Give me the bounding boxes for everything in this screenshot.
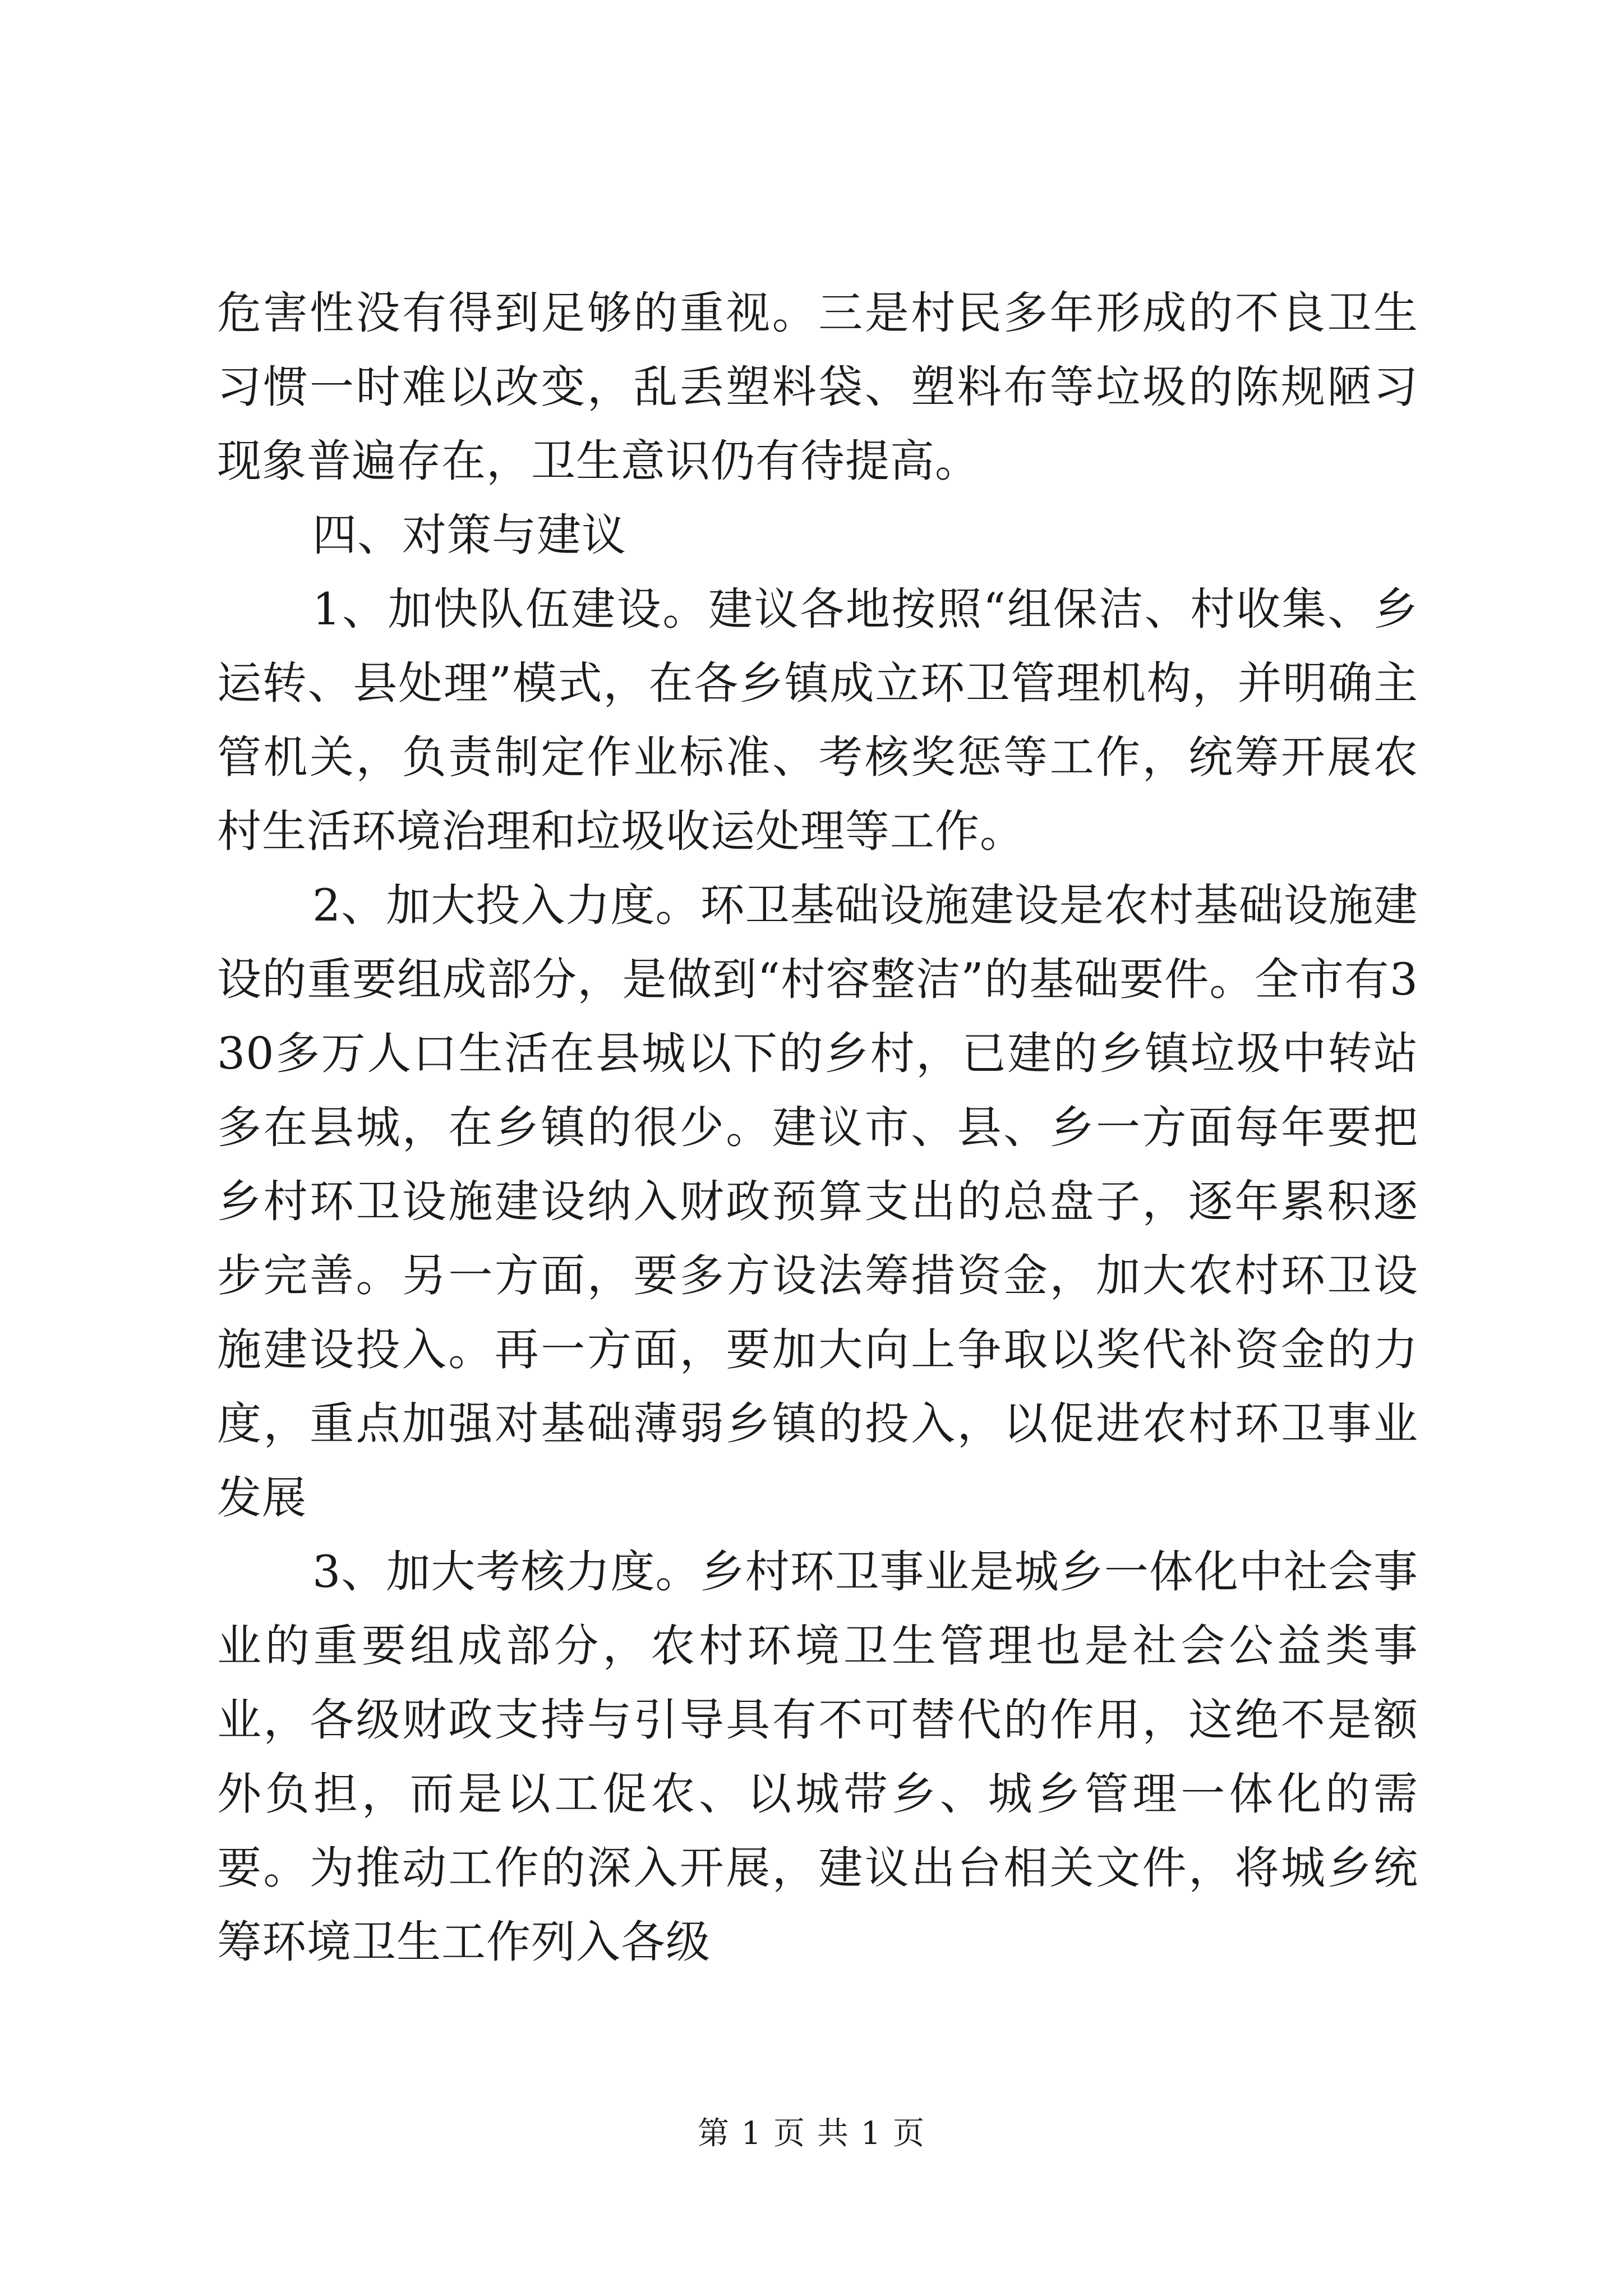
- paragraph-item-1: 1、加快队伍建设。建议各地按照“组保洁、村收集、乡运转、县处理”模式，在各乡镇成立环卫管理机构，并明确主管机关，负责制定作业标准、考核奖惩等工作，统筹开展农村生活环境治理和垃圾收运处理等工作。: [217, 583, 1418, 857]
- page-footer: [0, 2114, 1623, 2154]
- page-number-label: 第 1 页 共 1 页: [697, 2115, 926, 2152]
- paragraph-1: 危害性没有得到足够的重视。三是村民多年形成的不良卫生习惯一时难以改变，乱丢塑料袋、塑料布等垃圾的陈规陋习现象普遍存在，卫生意识仍有待提高。: [217, 287, 1418, 487]
- paragraph-item-2: 2、加大投入力度。环卫基础设施建设是农村基础设施建设的重要组成部分，是做到“村容整洁”的基础要件。全市有330多万人口生活在县城以下的乡村，已建的乡镇垃圾中转站多在县城，在乡镇的很少。建议市、县、乡一方面每年要把乡村环卫设施建设纳入财政预算支出的总盘子，逐年累积逐步完善。另一方面，要多方设法筹措资金，加大农村环卫设施建设投入。再一方面，要加大向上争取以奖代补资金的力度，重点加强对基础薄弱乡镇的投入，以促进农村环卫事业发展: [217, 880, 1418, 1524]
- document-body: [217, 276, 1418, 1979]
- paragraph-item-3: 3、加大考核力度。乡村环卫事业是城乡一体化中社会事业的重要组成部分，农村环境卫生管理也是社会公益类事业，各级财政支持与引导具有不可替代的作用，这绝不是额外负担，而是以工促农、以城带乡、城乡管理一体化的需要。为推动工作的深入开展，建议出台相关文件，将城乡统筹环境卫生工作列入各级: [217, 1546, 1418, 1968]
- section-heading-4: 四、对策与建议: [312, 509, 626, 561]
